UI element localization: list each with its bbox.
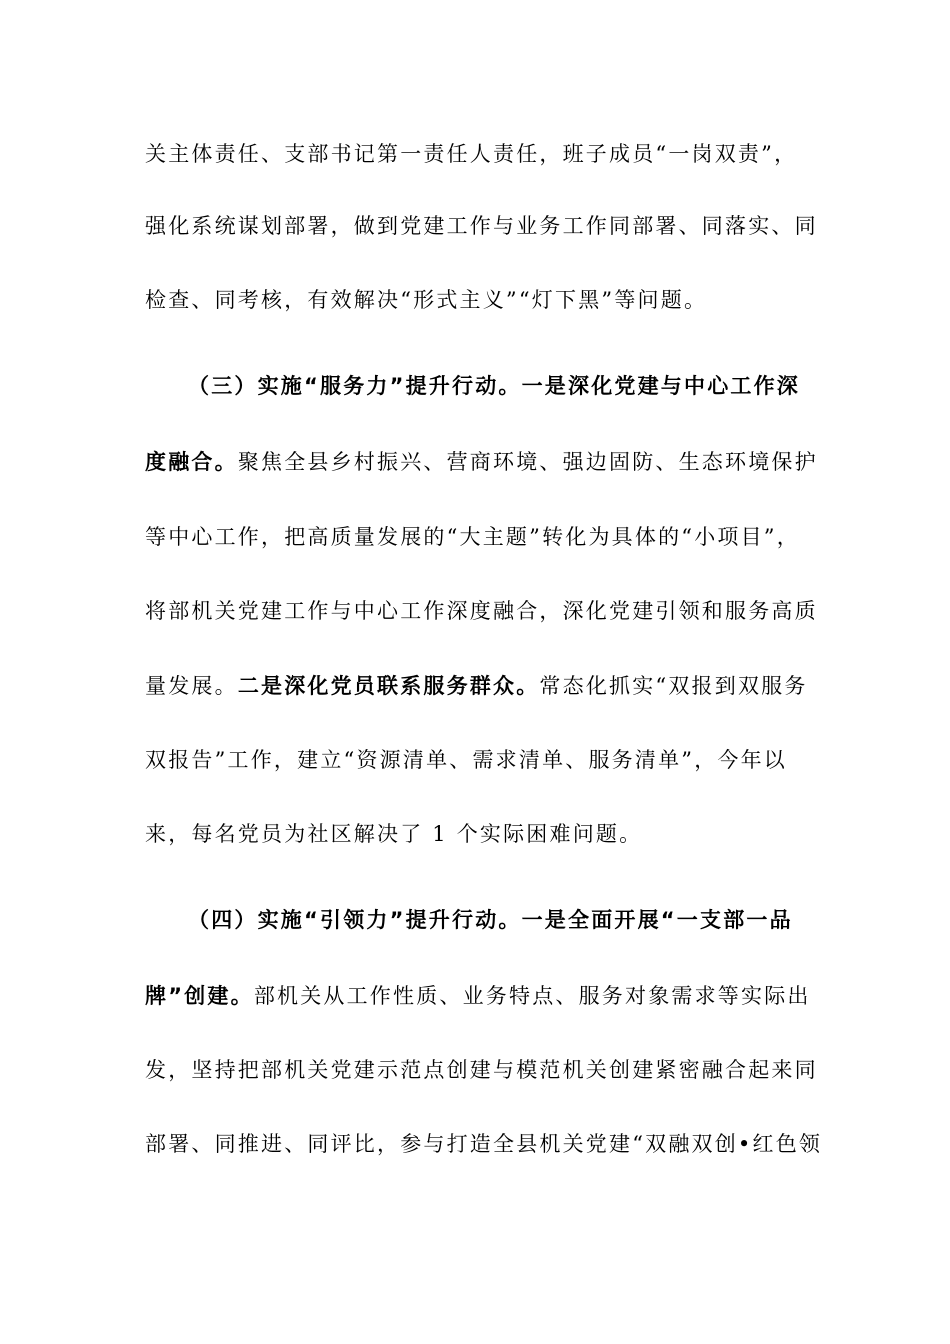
bold-lead: 度融合。	[145, 450, 238, 474]
paragraph-line	[145, 523, 800, 551]
body-text: 将部机关党建工作与中心工作深度融合，深化党建引领和服务高质	[145, 599, 818, 623]
paragraph-line	[145, 1056, 818, 1084]
body-text: 聚焦全县乡村振兴、营商环境、强边固防、生态环境保护	[237, 450, 818, 474]
body-text: 强化系统谋划部署，做到党建工作与业务工作同部署、同落实、同	[145, 214, 818, 238]
body-text: 发，坚持把部机关党建示范点创建与模范机关创建紧密融合起来同	[145, 1058, 818, 1082]
body-text: 部机关从工作性质、业务特点、服务对象需求等实际出	[253, 984, 811, 1008]
paragraph-line	[145, 746, 787, 774]
bold-lead: 牌”创建。	[145, 984, 254, 1008]
paragraph-line	[145, 286, 707, 314]
paragraph-line	[145, 672, 808, 700]
section-heading: （三）实施“服务力”提升行动。一是深化党建与中心工作深	[188, 374, 801, 398]
section-heading-line	[188, 906, 793, 934]
paragraph-line	[145, 597, 818, 625]
body-text: 等中心工作，把高质量发展的“大主题”转化为具体的“小项目”，	[145, 525, 800, 549]
body-text: 常态化抓实“双报到双服务	[539, 674, 808, 698]
paragraph-line	[145, 1130, 822, 1158]
paragraph-line	[145, 982, 811, 1010]
body-text: 双报告”工作，建立“资源清单、需求清单、服务清单”，今年以	[145, 748, 788, 772]
body-text: 关主体责任、支部书记第一责任人责任，班子成员“一岗双责”，	[145, 142, 798, 166]
body-text: 量发展。	[145, 674, 238, 698]
bold-lead: 二是深化党员联系服务群众。	[237, 674, 540, 698]
body-text: 检查、同考核，有效解决“形式主义”“灯下黑”等问题。	[145, 288, 708, 312]
section-heading-line	[188, 372, 800, 400]
paragraph-line	[145, 448, 818, 476]
paragraph-line	[145, 820, 642, 848]
body-text: 部署、同推进、同评比，参与打造全县机关党建“双融双创•红色领	[145, 1132, 823, 1156]
paragraph-line	[145, 140, 797, 168]
body-text: 来，每名党员为社区解决了 1 个实际困难问题。	[145, 822, 643, 846]
section-heading: （四）实施“引领力”提升行动。一是全面开展“一支部一品	[188, 908, 793, 932]
paragraph-line	[145, 212, 818, 240]
